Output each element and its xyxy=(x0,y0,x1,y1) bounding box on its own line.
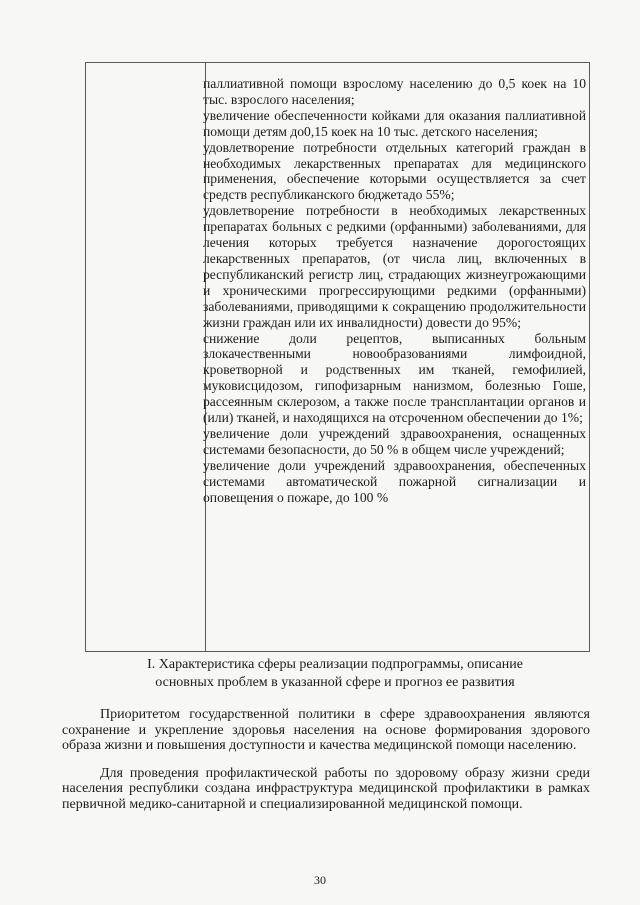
indicator-item: увеличение доли учреждений здравоохранения, обеспеченных системами автоматической пожарной сигнализации и оповещения о пожаре, до 100 % xyxy=(203,457,586,505)
indicator-item: паллиативной помощи взрослому населению до 0,5 коек на 10 тыс. взрослого населения; xyxy=(203,76,586,107)
indicator-item: снижение доли рецептов, выписанных больным злокачественными новообразованиями лимфоидной, кроветворной и родственных им тканей, гемофилией, муковисцидозом, гипофизарным нанизмом, болезнью Гоше, рассеянным склерозом, а также после трансплантации органов и (или) тканей, и находящихся на отсроченном обеспечении до 1%; xyxy=(203,330,586,426)
paragraph: Для проведения профилактической работы по здоровому образу жизни среди населения республики создана инфраструктура медицинской профилактики в рамках первичной медико-санитарной и специализированной медицинской помощи. xyxy=(62,765,590,812)
paragraph: Приоритетом государственной политики в сфере здравоохранения являются сохранение и укрепление здоровья населения на основе формирования здорового образа жизни и повышения доступности и качества медицинской помощи населению. xyxy=(62,707,590,753)
body-text xyxy=(62,707,590,824)
indicator-item: увеличение обеспеченности койками для оказания паллиативной помощи детям до0,15 коек на 10 тыс. детского населения; xyxy=(203,107,586,139)
page-number: 30 xyxy=(314,873,326,887)
section-heading xyxy=(100,656,570,692)
indicator-item: удовлетворение потребности в необходимых лекарственных препаратах больных с редкими (орфанными) заболеваниями, для лечения которых требуется назначение дорогостоящих лекарственных препаратов, (от числа лиц, включенных в республиканский регистр лиц, страдающих жизнеугрожающими и хроническими прогрессирующими редкими (орфанными) заболеваниями, приводящими к сокращению продолжительности жизни граждан или их инвалидности) довести до 95%; xyxy=(203,203,586,330)
section-heading-line: основных проблем в указанной сфере и прогноз ее развития xyxy=(155,675,515,690)
indicator-item: удовлетворение потребности отдельных категорий граждан в необходимых лекарственных препаратах для медицинского применения, обеспечение которыми осуществляется за счет средств республиканского бюджетадо 55%; xyxy=(203,139,586,203)
table-cell-indicators xyxy=(203,76,586,505)
indicator-item: увеличение доли учреждений здравоохранения, оснащенных системами безопасности, до 50 % в общем числе учреждений; xyxy=(203,425,586,457)
section-heading-line: I. Характеристика сферы реализации подпрограммы, описание xyxy=(147,657,523,672)
